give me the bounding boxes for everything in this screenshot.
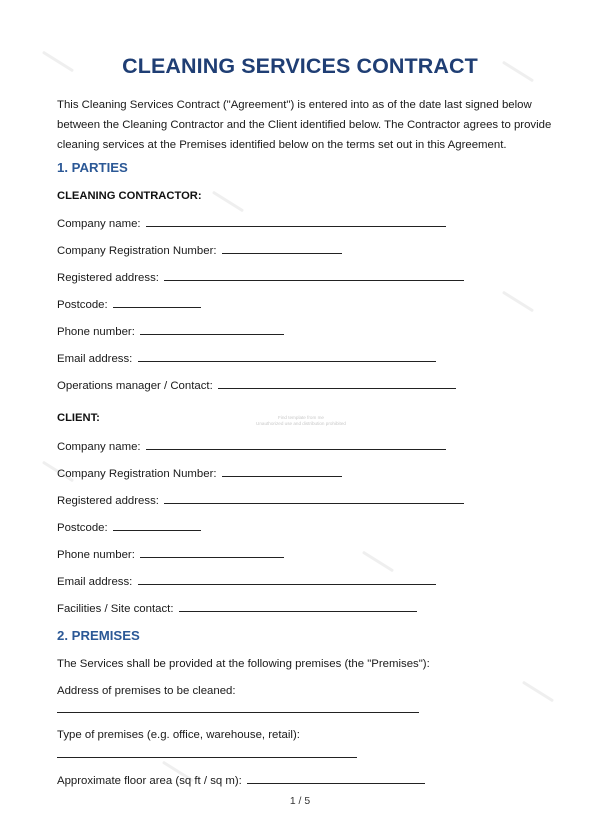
client-site-contact-field[interactable] [179, 601, 417, 612]
contractor-address-field[interactable] [164, 270, 464, 281]
section-heading-premises: 2. PREMISES [57, 628, 140, 643]
premises-type-field[interactable] [57, 757, 357, 758]
client-company-name-field[interactable] [146, 439, 446, 450]
field-label: Company name: [57, 218, 141, 230]
client-heading: CLIENT: [57, 412, 100, 424]
client-email-row [57, 574, 436, 588]
contractor-address-row [57, 270, 464, 284]
contractor-registration-row [57, 243, 342, 257]
field-label: Phone number: [57, 549, 135, 561]
page-number: 1 / 5 [289, 796, 311, 807]
section-heading-parties: 1. PARTIES [57, 160, 128, 175]
contractor-contact-row [57, 378, 456, 392]
client-phone-field[interactable] [140, 547, 284, 558]
contractor-heading: CLEANING CONTRACTOR: [57, 190, 202, 202]
watermark-mark [212, 191, 244, 213]
contractor-registration-field[interactable] [222, 243, 342, 254]
client-email-field[interactable] [138, 574, 436, 585]
client-postcode-row [57, 520, 201, 534]
watermark-mark [362, 551, 394, 573]
contractor-email-row [57, 351, 436, 365]
premises-address-label: Address of premises to be cleaned: [57, 685, 236, 697]
field-label: Operations manager / Contact: [57, 380, 213, 392]
client-registration-field[interactable] [222, 466, 342, 477]
intro-paragraph: This Cleaning Services Contract ("Agreement") is entered into as of the date last signed below between the Cleaning Contractor and the Client identified below. The Contractor agrees to provide cleaning services at the Premises identified below on the terms set out in this Agreement. [57, 99, 552, 151]
premises-address-field[interactable] [57, 712, 419, 713]
client-phone-row [57, 547, 284, 561]
field-label: Company Registration Number: [57, 245, 217, 257]
contractor-postcode-row [57, 297, 201, 311]
client-address-field[interactable] [164, 493, 464, 504]
field-label: Registered address: [57, 272, 159, 284]
premises-floor-area-row [57, 773, 425, 787]
field-label: Company Registration Number: [57, 468, 217, 480]
field-label: Postcode: [57, 522, 108, 534]
contractor-company-name-row [57, 216, 446, 230]
field-label: Phone number: [57, 326, 135, 338]
page-title: CLEANING SERVICES CONTRACT [122, 54, 478, 78]
field-label: Company name: [57, 441, 141, 453]
field-label: Approximate floor area (sq ft / sq m): [57, 775, 242, 787]
premises-intro: The Services shall be provided at the following premises (the "Premises"): [57, 658, 430, 670]
field-label: Email address: [57, 353, 133, 365]
client-postcode-field[interactable] [113, 520, 201, 531]
contractor-email-field[interactable] [138, 351, 436, 362]
premises-type-label: Type of premises (e.g. office, warehouse, retail): [57, 729, 300, 741]
watermark-line: Unauthorized use and distribution prohibited [256, 421, 346, 426]
client-registration-row [57, 466, 342, 480]
client-company-name-row [57, 439, 446, 453]
premises-floor-area-field[interactable] [247, 773, 425, 784]
watermark-line: Find template from me [278, 415, 324, 420]
field-label: Email address: [57, 576, 133, 588]
contractor-phone-row [57, 324, 284, 338]
field-label: Registered address: [57, 495, 159, 507]
client-address-row [57, 493, 464, 507]
watermark-text [246, 415, 356, 427]
contractor-company-name-field[interactable] [146, 216, 446, 227]
field-label: Facilities / Site contact: [57, 603, 174, 615]
client-site-contact-row [57, 601, 417, 615]
watermark-mark [522, 681, 554, 703]
contractor-phone-field[interactable] [140, 324, 284, 335]
field-label: Postcode: [57, 299, 108, 311]
watermark-mark [502, 291, 534, 313]
contractor-postcode-field[interactable] [113, 297, 201, 308]
contractor-contact-field[interactable] [218, 378, 456, 389]
